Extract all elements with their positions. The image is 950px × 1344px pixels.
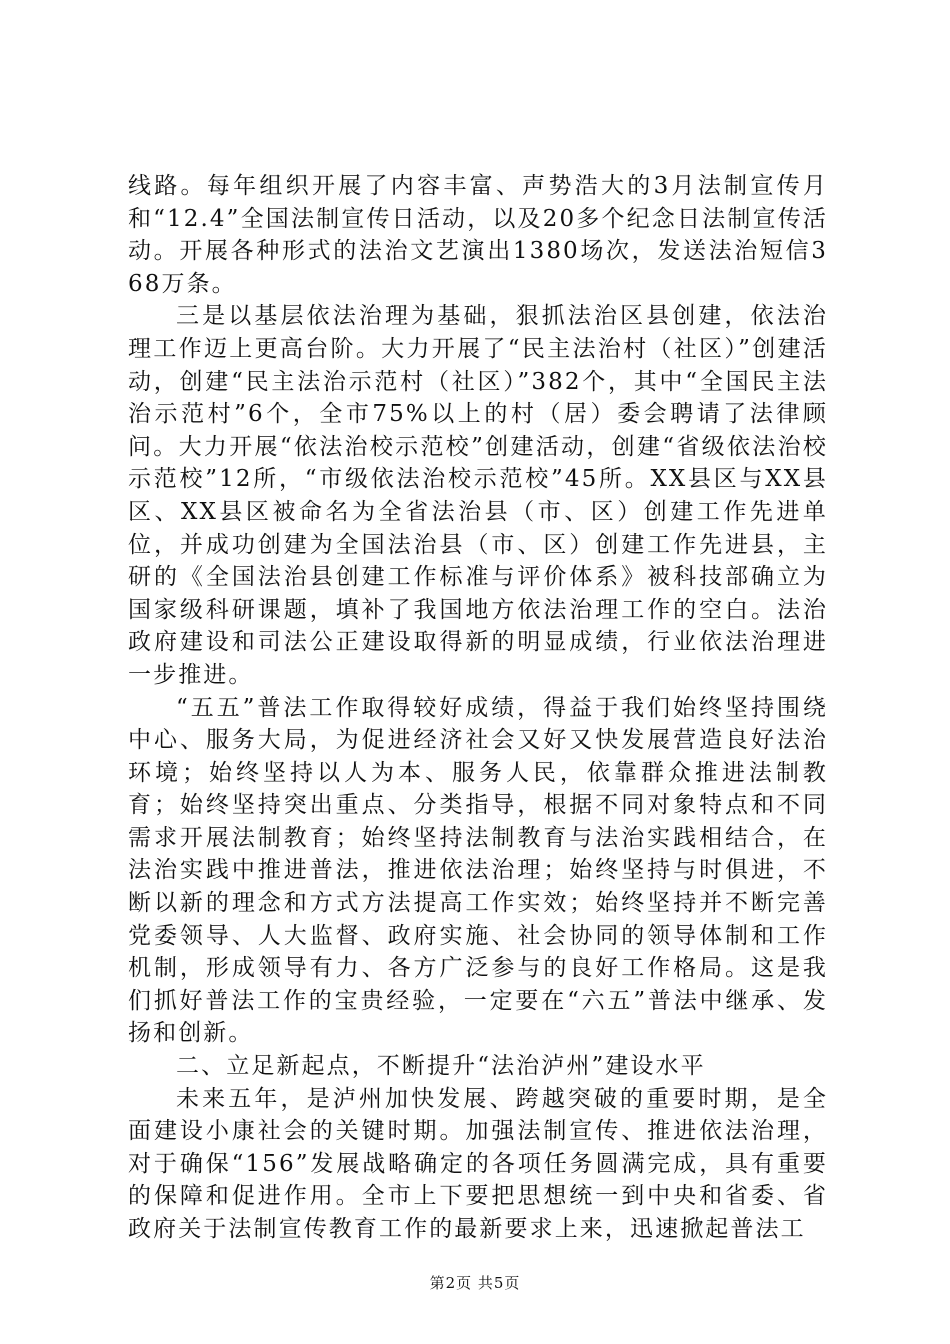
paragraph-3: “五五”普法工作取得较好成绩，得益于我们始终坚持围绕中心、服务大局，为促进经济社会又好又快发展营造良好法治环境；始终坚持以人为本、服务人民，依靠群众推进法制教育；始终坚持突出重点、分类指导，根据不同对象特点和不同需求开展法制教育；始终坚持法制教育与法治实践相结合，在法治实践中推进普法，推进依法治理；始终坚持与时俱进，不断以新的理念和方式方法提高工作实效；始终坚持并不断完善党委领导、人大监督、政府实施、社会协同的领导体制和工作机制，形成领导有力、各方广泛参与的良好工作格局。这是我们抓好普法工作的宝贵经验，一定要在“六五”普法中继承、发扬和创新。 — [128, 694, 828, 1047]
paragraph-4: 未来五年，是泸州加快发展、跨越突破的重要时期，是全面建设小康社会的关键时期。加强法制宣传、推进依法治理，对于确保“156”发展战略确定的各项任务圆满完成，具有重要的保障和促进作用。全市上下要把思想统一到中央和省委、省政府关于法制宣传教育工作的最新要求上来，迅速掀起普法工 — [128, 1085, 828, 1242]
paragraph-1: 线路。每年组织开展了内容丰富、声势浩大的3月法制宣传月和“12.4”全国法制宣传日活动，以及20多个纪念日法制宣传活动。开展各种形式的法治文艺演出1380场次，发送法治短信368万条。 — [128, 173, 828, 297]
section-heading: 二、立足新起点，不断提升“法治泸州”建设水平 — [176, 1053, 706, 1080]
paragraph-2: 三是以基层依法治理为基础，狠抓法治区县创建，依法治理工作迈上更高台阶。大力开展了“民主法治村（社区）”创建活动，创建“民主法治示范村（社区）”382个，其中“全国民主法治示范村”6个，全市75%以上的村（居）委会聘请了法律顾问。大力开展“依法治校示范校”创建活动，创建“省级依法治校示范校”12所，“市级依法治校示范校”45所。XX县区与XX县区、XX县区被命名为全省法治县（市、区）创建工作先进单位，并成功创建为全国法治县（市、区）创建工作先进县，主研的《全国法治县创建工作标准与评价体系》被科技部确立为国家级科研课题，填补了我国地方依法治理工作的空白。法治政府建设和司法公正建设取得新的明显成绩，行业依法治理进一步推进。 — [128, 303, 828, 688]
page-number-footer: 第2页 共5页 — [429, 1274, 521, 1292]
document-body — [128, 170, 828, 1246]
